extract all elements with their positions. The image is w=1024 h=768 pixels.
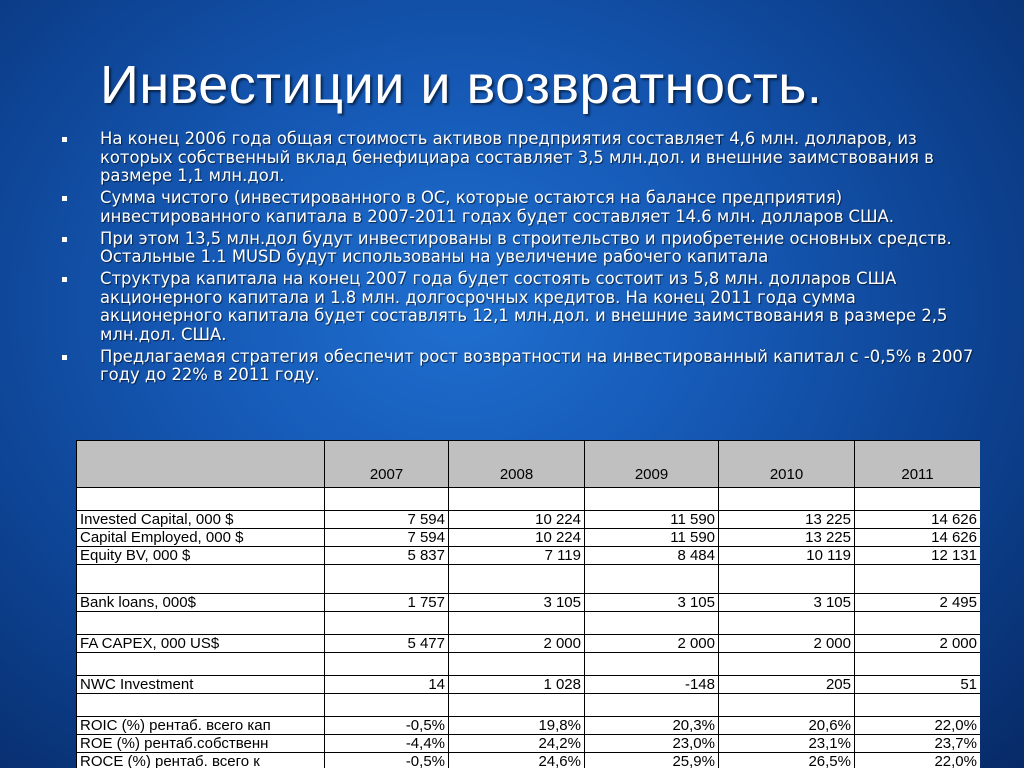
bullet-item [62,230,982,267]
table-row [77,676,981,694]
cell-value: 22,0% [855,753,981,768]
header-corner-cell [77,441,325,488]
square-bullet-icon [62,277,67,282]
cell-value: 22,0% [855,717,981,735]
square-bullet-icon [62,196,67,201]
cell-value: 205 [719,676,855,694]
cell-value: 7 594 [325,511,449,529]
cell-value: 3 105 [585,594,719,612]
cell-value: 2 495 [855,594,981,612]
spacer-row [77,694,981,717]
row-label: ROIC (%) рентаб. всего кап [77,717,325,735]
year-header: 2011 [855,441,981,488]
cell-value: 23,7% [855,735,981,753]
spacer-row [77,653,981,676]
cell-value: 2 000 [585,635,719,653]
cell-value: 11 590 [585,529,719,547]
bullet-item [62,189,982,226]
table-row [77,635,981,653]
bullet-item [62,130,982,186]
row-label: Capital Employed, 000 $ [77,529,325,547]
table-row [77,511,981,529]
cell-value: 5 837 [325,547,449,565]
row-label: Equity BV, 000 $ [77,547,325,565]
cell-value: 26,5% [719,753,855,768]
cell-value: 2 000 [449,635,585,653]
bullet-text: При этом 13,5 млн.дол будут инвестированы в строительство и приобретение основных средств. Остальные 1.1 MUSD будут использованы на увеличение рабочего капитала [100,228,952,267]
cell-value: 8 484 [585,547,719,565]
cell-value: -0,5% [325,717,449,735]
bullet-text: Структура капитала на конец 2007 года будет состоять состоит из 5,8 млн. долларов США акционерного капитала и 1.8 млн. долгосрочных кредитов. На конец 2011 года сумма акционерного капитала будет составлять 12,1 млн.дол. и внешние заимствования в размере 2,5 млн.дол. США. [100,268,948,345]
row-label: NWC Investment [77,676,325,694]
table-row [77,529,981,547]
square-bullet-icon [62,237,67,242]
cell-value: -0,5% [325,753,449,768]
table-row [77,547,981,565]
cell-value: 20,6% [719,717,855,735]
financial-table-container [76,440,980,768]
cell-value: 3 105 [719,594,855,612]
table-header-row [77,441,981,488]
square-bullet-icon [62,137,67,142]
cell-value: 7 594 [325,529,449,547]
cell-value: 1 028 [449,676,585,694]
table-row [77,717,981,735]
year-header: 2009 [585,441,719,488]
cell-value: 10 224 [449,511,585,529]
cell-value: 14 626 [855,511,981,529]
cell-value: 19,8% [449,717,585,735]
cell-value: 2 000 [719,635,855,653]
cell-value: 20,3% [585,717,719,735]
spacer-row [77,488,981,511]
cell-value: 23,0% [585,735,719,753]
cell-value: 14 [325,676,449,694]
cell-value: 24,6% [449,753,585,768]
cell-value: -148 [585,676,719,694]
cell-value: 5 477 [325,635,449,653]
cell-value: 12 131 [855,547,981,565]
cell-value: 10 224 [449,529,585,547]
cell-value: 13 225 [719,529,855,547]
row-label: Bank loans, 000$ [77,594,325,612]
bullet-text: На конец 2006 года общая стоимость активов предприятия составляет 4,6 млн. долларов, из которых собственный вклад бенефициара составляет 3,5 млн.дол. и внешние заимствования в размере 1,1 млн.дол. [100,129,934,186]
spacer-row [77,565,981,594]
cell-value: 11 590 [585,511,719,529]
row-label: ROE (%) рентаб.собственн [77,735,325,753]
financial-table [76,440,980,768]
cell-value: 23,1% [719,735,855,753]
square-bullet-icon [62,355,67,360]
row-label: FA CAPEX, 000 US$ [77,635,325,653]
bullet-item [62,270,982,345]
bullet-list [62,130,982,388]
cell-value: 14 626 [855,529,981,547]
year-header: 2007 [325,441,449,488]
cell-value: 13 225 [719,511,855,529]
spacer-row [77,612,981,635]
table-row [77,753,981,768]
row-label: Invested Capital, 000 $ [77,511,325,529]
table-row [77,735,981,753]
cell-value: 2 000 [855,635,981,653]
bullet-text: Предлагаемая стратегия обеспечит рост возвратности на инвестированный капитал с -0,5% в 2007 году до 22% в 2011 году. [100,346,974,385]
table-row [77,594,981,612]
bullet-item [62,348,982,385]
cell-value: 1 757 [325,594,449,612]
cell-value: 7 119 [449,547,585,565]
cell-value: 51 [855,676,981,694]
row-label: ROCE (%) рентаб. всего к [77,753,325,768]
slide-title: Инвестиции и возвратность. [100,55,823,115]
year-header: 2010 [719,441,855,488]
cell-value: 25,9% [585,753,719,768]
cell-value: 3 105 [449,594,585,612]
cell-value: 10 119 [719,547,855,565]
cell-value: 24,2% [449,735,585,753]
year-header: 2008 [449,441,585,488]
bullet-text: Сумма чистого (инвестированного в ОС, которые остаются на балансе предприятия) инвестированного капитала в 2007-2011 годах будет составляет 14.6 млн. долларов США. [100,188,894,226]
cell-value: -4,4% [325,735,449,753]
